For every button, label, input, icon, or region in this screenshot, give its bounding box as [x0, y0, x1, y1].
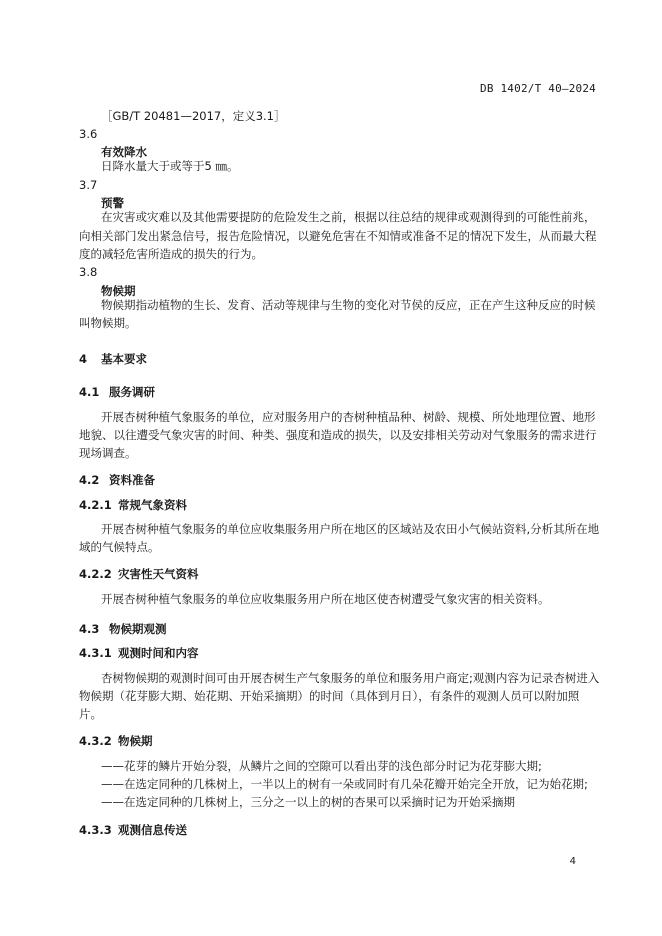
section-title: 常规气象资料: [118, 498, 187, 512]
section-heading: [79, 351, 147, 367]
term-number: 3.8: [79, 265, 98, 279]
section-title: 基本要求: [101, 352, 147, 366]
term-name: 有效降水: [101, 145, 147, 159]
section-number: 4.3.2: [79, 734, 112, 748]
page-number: 4: [569, 856, 576, 867]
term-definition-line: 日降水量大于或等于5 ㎜。: [101, 159, 239, 173]
term-definition-line: 向相关部门发出紧急信号，报告危险情况，以避免危害在不知情或准备不足的情况下发生，从而最大程: [79, 229, 597, 243]
term-definition-line: 叫物候期。: [79, 316, 137, 330]
section-title: 灾害性天气资料: [118, 567, 199, 581]
section-paragraph: 开展杏树种植气象服务的单位，应对服务用户的杏树种植品种、树龄、规模、所处地理位置、地形地貌、以往遭受气象灾害的时间、种类、强度和造成的损失，以及安排相关劳动对气象服务的需求进行现场调查。: [79, 410, 597, 460]
section-paragraph: 杏树物候期的观测时间可由开展杏树生产气象服务的单位和服务用户商定;观测内容为记录杏树进入物候期（花芽膨大期、始花期、开始采摘期）的时间（具体到月日），有条件的观测人员可以附加照片。: [79, 671, 600, 721]
section-title: 资料准备: [109, 473, 155, 487]
section-title: 观测信息传送: [118, 823, 187, 837]
section-number: 4.3.3: [79, 823, 112, 837]
section-number: 4.2.2: [79, 567, 112, 581]
dash-list-item: ——在选定同种的几株树上，一半以上的树有一朵或同时有几朵花瓣开始完全开放，记为始花期;: [101, 777, 588, 791]
section-heading: [79, 645, 199, 661]
dash-list-item: ——在选定同种的几株树上，三分之一以上的树的杏果可以采摘时记为开始采摘期: [101, 795, 515, 809]
dash-list-item: ——花芽的鳞片开始分裂，从鳞片之间的空隙可以看出芽的浅色部分时记为花芽膨大期;: [101, 759, 542, 773]
section-number: 4.3.1: [79, 646, 112, 660]
term-definition-line: 度的减轻危害所造成的损失的行为。: [79, 247, 263, 261]
term-name: 预警: [101, 196, 124, 210]
term-definition-line: 在灾害或灾难以及其他需要提防的危险发生之前，根据以往总结的规律或观测得到的可能性前兆，: [101, 210, 596, 224]
section-title: 物候期观测: [109, 622, 167, 636]
section-number: 4.3: [79, 622, 100, 636]
term-name: 物候期: [101, 284, 136, 298]
section-number: 4.2: [79, 473, 100, 487]
section-heading: [79, 822, 187, 838]
section-number: 4.1: [79, 385, 100, 399]
section-heading: [79, 566, 199, 582]
term-definition-line: 物候期指动植物的生长、发育、活动等规律与生物的变化对节侯的反应，正在产生这种反应的时候: [101, 298, 596, 312]
section-heading: [79, 733, 153, 749]
section-heading: [79, 472, 155, 488]
section-heading: [79, 384, 155, 400]
section-title: 观测时间和内容: [118, 646, 199, 660]
term-number: 3.6: [79, 127, 98, 141]
header-doc-code: DB 1402/T 40—2024: [480, 82, 596, 95]
definition-reference: ［GB/T 20481—2017，定义3.1］: [101, 109, 286, 123]
section-heading: [79, 621, 167, 637]
section-number: 4: [79, 352, 88, 366]
section-title: 服务调研: [109, 385, 155, 399]
section-paragraph: 开展杏树种植气象服务的单位应收集服务用户所在地区使杏树遭受气象灾害的相关资料。: [101, 592, 550, 606]
term-number: 3.7: [79, 178, 98, 192]
section-paragraph: 开展杏树种植气象服务的单位应收集服务用户所在地区的区域站及农田小气候站资料,分析其所在地域的气候特点。: [79, 522, 600, 554]
section-title: 物候期: [118, 734, 153, 748]
section-number: 4.2.1: [79, 498, 112, 512]
section-heading: [79, 497, 187, 513]
